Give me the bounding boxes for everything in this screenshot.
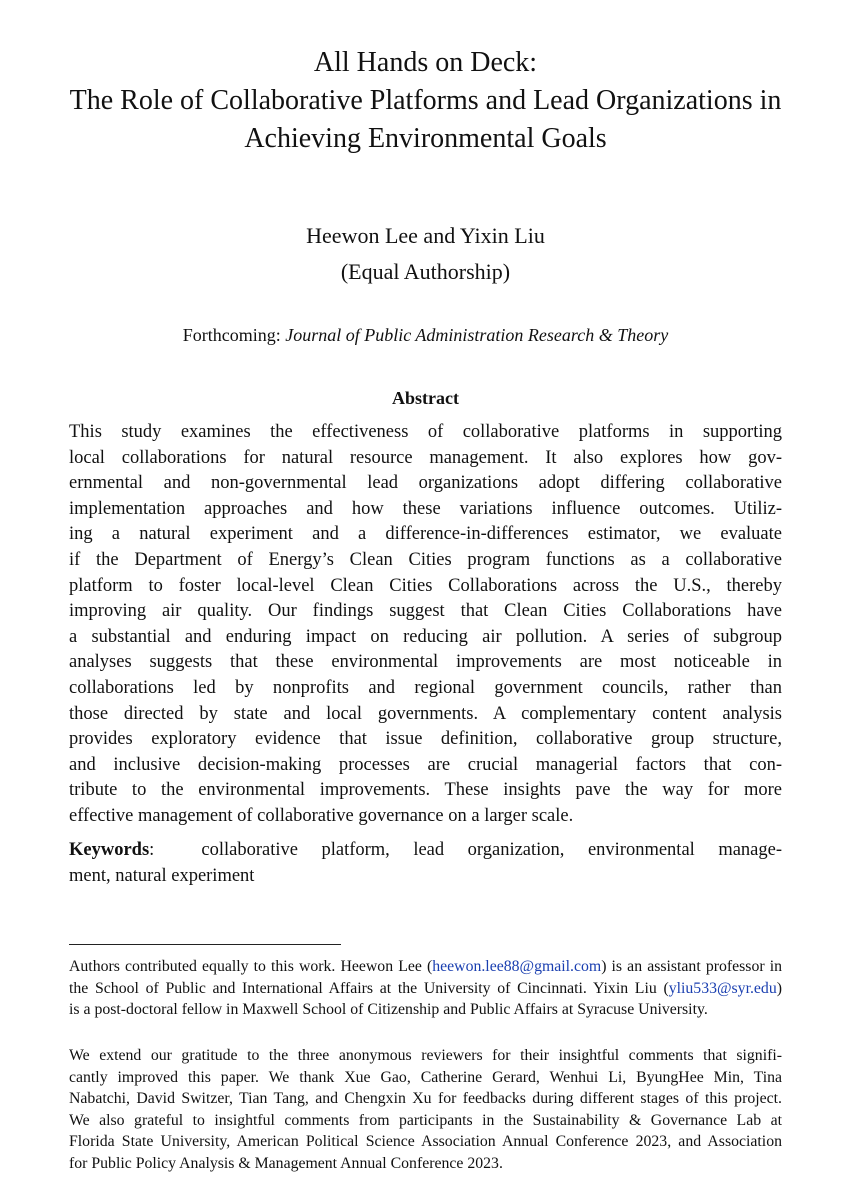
keywords-line-2: ment, natural experiment <box>69 865 255 886</box>
abstract-line: platform to foster local-level Clean Cities Collaborations across the U.S., thereby <box>69 575 782 596</box>
keywords-line-1: Keywords: collaborative platform, lead organization, environmental manage- <box>69 840 783 860</box>
footnote-text: the School of Public and International Affairs at the University of Cincinnati. Yixin Liu ( <box>69 979 669 997</box>
footnote-line: cantly improved this paper. We thank Xue Gao, Catherine Gerard, Wenhui Li, ByungHee Min, Tina <box>69 1068 782 1086</box>
footnote-text: Authors contributed equally to this work. Heewon Lee ( <box>69 958 433 975</box>
footnote-text: ) is an assistant professor in <box>601 958 782 975</box>
abstract-line: a substantial and enduring impact on reducing air pollution. A series of subgroup <box>69 626 782 647</box>
abstract-heading: Abstract <box>392 388 459 408</box>
author-block <box>0 218 851 290</box>
abstract-line: tribute to the environmental improvements. These insights pave the way for more <box>69 780 782 801</box>
abstract-line: analyses suggests that these environmental improvements are most noticeable in <box>69 652 782 673</box>
abstract-line: ing a natural experiment and a difference-in-differences estimator, we evaluate <box>69 524 782 545</box>
authors: Heewon Lee and Yixin Liu <box>306 223 545 248</box>
abstract-line: and inclusive decision-making processes are crucial managerial factors that con- <box>69 754 782 775</box>
footnote-text: ) <box>776 979 782 997</box>
abstract-line: ernmental and non-governmental lead organizations adopt differing collaborative <box>69 473 782 494</box>
forthcoming-line <box>0 322 851 348</box>
abstract-line: improving air quality. Our findings suggest that Clean Cities Collaborations have <box>69 601 782 622</box>
email-link-yixin[interactable]: yliu533@syr.edu <box>668 979 777 997</box>
abstract-line: if the Department of Energy’s Clean Cities program functions as a collaborative <box>69 549 782 570</box>
abstract-body <box>69 420 782 830</box>
abstract-line: those directed by state and local governments. A complementary content analysis <box>69 703 782 724</box>
abstract-line: This study examines the effectiveness of collaborative platforms in supporting <box>69 422 782 442</box>
abstract-line: implementation approaches and how these variations influence outcomes. Utiliz- <box>69 498 782 519</box>
abstract-line: effective management of collaborative governance on a larger scale. <box>69 805 574 826</box>
footnote-line: Florida State University, American Political Science Association Annual Conference 2023, and Association <box>69 1133 782 1150</box>
email-link-heewon[interactable]: heewon.lee88@gmail.com <box>432 958 602 975</box>
footnote-line <box>69 978 782 1000</box>
footnote-line: Nabatchi, David Switzer, Tian Tang, and Chengxin Xu for feedbacks during different stages of this project. <box>69 1090 782 1107</box>
title-line-3: Achieving Environmental Goals <box>244 123 607 154</box>
paper-title <box>0 44 851 158</box>
footnote-line: We extend our gratitude to the three anonymous reviewers for their insightful comments that signifi- <box>69 1047 782 1064</box>
footnote-line: We also grateful to insightful comments from participants in the Sustainability & Governance Lab at <box>69 1111 782 1129</box>
abstract-line: local collaborations for natural resource management. It also explores how gov- <box>69 447 782 468</box>
keywords-label: Keywords <box>69 840 150 860</box>
abstract-line: collaborations led by nonprofits and regional government councils, rather than <box>69 677 782 698</box>
authorship-note: (Equal Authorship) <box>340 259 511 284</box>
footnote-line: is a post-doctoral fellow in Maxwell School of Citizenship and Public Affairs at Syracuse University. <box>69 1001 708 1018</box>
footnote-line <box>69 956 782 978</box>
footnote-divider <box>69 944 341 945</box>
keywords-text-1: collaborative platform, lead organization, environmental manage- <box>201 840 783 860</box>
keywords-block <box>69 838 782 889</box>
title-line-2: The Role of Collaborative Platforms and Lead Organizations in <box>69 85 782 116</box>
abstract-line: provides exploratory evidence that issue definition, collaborative group structure, <box>69 729 782 750</box>
journal-name: Journal of Public Administration Research & Theory <box>285 325 669 345</box>
forthcoming-label: Forthcoming: <box>182 325 281 345</box>
footnote-line: for Public Policy Analysis & Management Annual Conference 2023. <box>69 1154 503 1172</box>
title-line-1: All Hands on Deck: <box>313 47 538 78</box>
footnote-acknowledgements <box>69 1045 782 1174</box>
footnote-authors <box>69 956 782 1021</box>
